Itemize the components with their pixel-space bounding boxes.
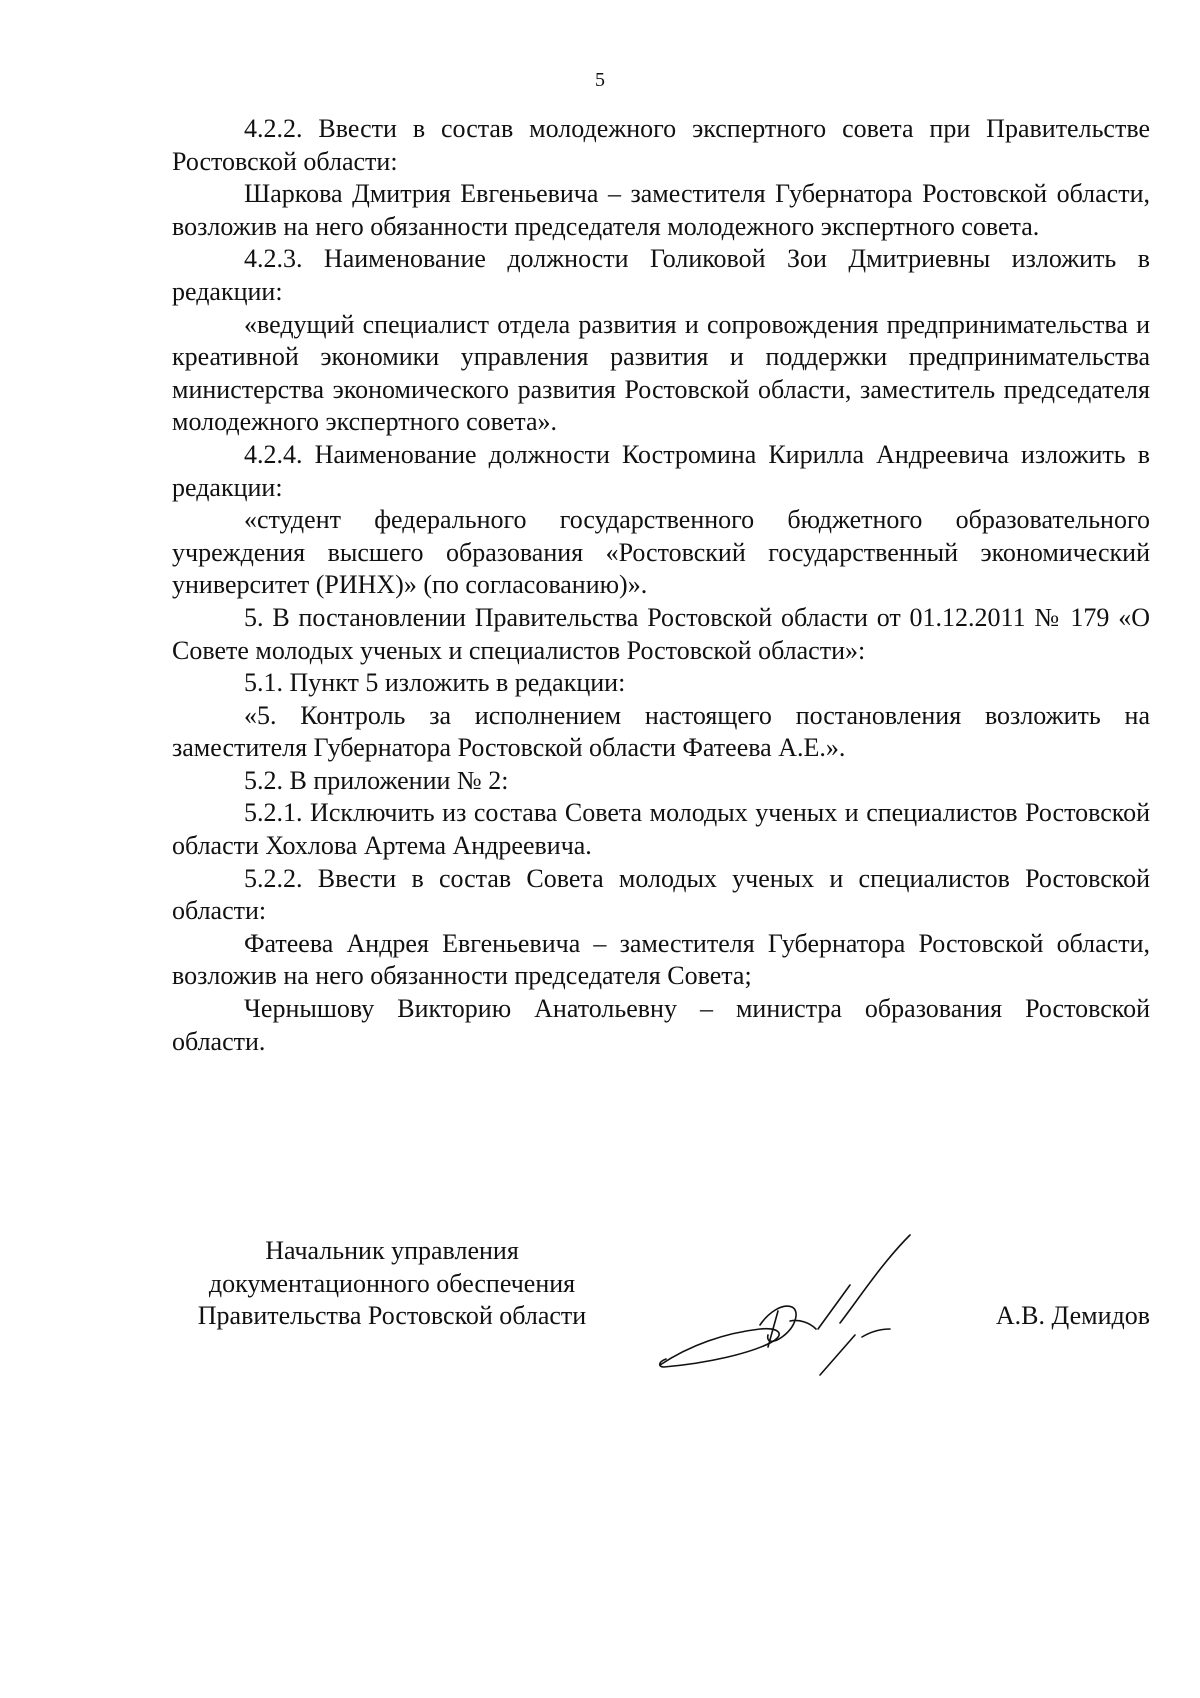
paragraph-4-2-4: 4.2.4. Наименование должности Костромина Кирилла Андреевича изложить в редакции:: [172, 439, 1150, 502]
paragraph-sharkov: Шаркова Дмитрия Евгеньевича – заместителя Губернатора Ростовской области, возложив на него обязанности председателя молодежного экспертного совета.: [172, 179, 1150, 241]
paragraph-5: 5. В постановлении Правительства Ростовской области от 01.12.2011 № 179 «О Совете молодых ученых и специалистов Ростовской области»:: [172, 602, 1150, 665]
document-body: [172, 113, 1150, 1058]
paragraph-fateev: Фатеева Андрея Евгеньевича – заместителя Губернатора Ростовской области, возложив на него обязанности председателя Совета;: [172, 928, 1150, 991]
signature-block: [172, 1235, 1150, 1385]
signatory-title-line-1: Начальник управления: [265, 1236, 519, 1265]
paragraph-kostromin-position: «студент федерального государственного бюджетного образовательного учреждения высшего образования «Ростовский государственный экономический университет (РИНХ)» (по согласованию)».: [172, 505, 1150, 600]
signatory-title-line-3: Правительства Ростовской области: [197, 1301, 587, 1330]
paragraph-5-1: 5.1. Пункт 5 изложить в редакции:: [244, 668, 626, 698]
paragraph-4-2-2: 4.2.2. Ввести в состав молодежного экспертного совета при Правительстве Ростовской области:: [172, 114, 1150, 176]
paragraph-5-1-text: «5. Контроль за исполнением настоящего постановления возложить на заместителя Губернатора Ростовской области Фатеева А.Е.».: [172, 700, 1150, 763]
paragraph-4-2-3: 4.2.3. Наименование должности Голиковой Зои Дмитриевны изложить в редакции:: [172, 244, 1150, 306]
paragraph-chernyshova: Чернышову Викторию Анатольевну – министра образования Ростовской области.: [172, 994, 1150, 1056]
page-number: 5: [595, 69, 605, 91]
signatory-title-line-2: документационного обеспечения: [208, 1268, 576, 1298]
signatory-name: А.В. Демидов: [995, 1301, 1150, 1330]
handwritten-signature-icon: [650, 1225, 930, 1385]
paragraph-5-2-2: 5.2.2. Ввести в состав Совета молодых ученых и специалистов Ростовской области:: [172, 863, 1150, 926]
paragraph-5-2-1: 5.2.1. Исключить из состава Совета молодых ученых и специалистов Ростовской области Хохлова Артема Андреевича.: [172, 798, 1150, 861]
signatory-title: [172, 1235, 612, 1333]
paragraph-golikova-position: «ведущий специалист отдела развития и сопровождения предпринимательства и креативной экономики управления развития и поддержки предпринимательства министерства экономического развития Ростовской области, заместитель председателя молодежного экспертного совета».: [172, 309, 1150, 437]
paragraph-5-2: 5.2. В приложении № 2:: [244, 765, 509, 795]
